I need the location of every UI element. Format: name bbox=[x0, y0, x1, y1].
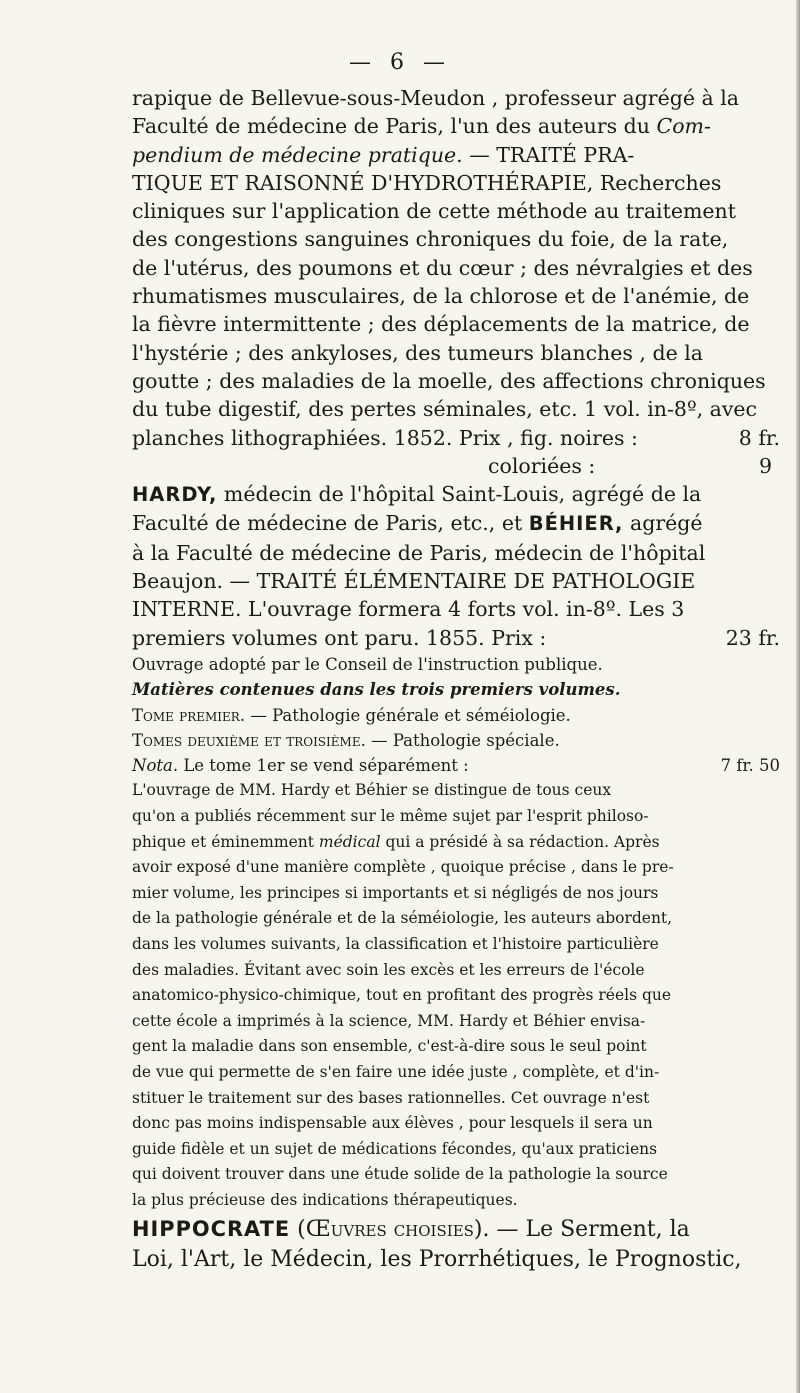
contents-heading: Matières contenues dans les trois premiers volumes. bbox=[132, 680, 621, 700]
author-hardy: HARDY, bbox=[132, 483, 218, 507]
compendium-title: pendium de médecine pratique. bbox=[132, 142, 463, 167]
entry2-line2: Faculté de médecine de Paris, etc., et BÉHIER, agrégé bbox=[132, 511, 703, 536]
entry1-line11: goutte ; des maladies de la moelle, des affections chroniques bbox=[132, 368, 766, 393]
entry1-line7: de l'utérus, des poumons et du cœur ; des névralgies et des bbox=[132, 255, 753, 280]
entry1-line10: l'hystérie ; des ankyloses, des tumeurs blanches , de la bbox=[132, 340, 703, 365]
entry1-line6: des congestions sanguines chroniques du foie, de la rate, bbox=[132, 227, 729, 252]
entry3-line2: Loi, l'Art, le Médecin, les Prorrhétiques, le Prognostic, bbox=[132, 1246, 742, 1272]
tome1-line: Tome premier. — Pathologie générale et séméiologie. bbox=[132, 705, 571, 725]
page-edge bbox=[796, 0, 800, 1393]
entry1-line12: du tube digestif, des pertes séminales, etc. 1 vol. in-8º, avec bbox=[132, 397, 758, 422]
entry1-line4: TIQUE ET RAISONNÉ D'HYDROTHÉRAPIE, Recherches bbox=[132, 170, 722, 195]
entry2-line3: à la Faculté de médecine de Paris, médecin de l'hôpital bbox=[132, 540, 706, 565]
tomes23-line: Tomes deuxième et troisième. — Pathologie spéciale. bbox=[132, 730, 560, 750]
author-behier: BÉHIER, bbox=[528, 512, 624, 536]
entry1-line5: cliniques sur l'application de cette méthode au traitement bbox=[132, 199, 736, 224]
entry1-line2: Faculté de médecine de Paris, l'un des auteurs du Com- bbox=[132, 114, 711, 139]
page-number: — 6 — bbox=[349, 50, 451, 75]
entry2-details bbox=[132, 652, 780, 778]
entry2-line5: INTERNE. L'ouvrage formera 4 forts vol. in-8º. Les 3 bbox=[132, 597, 685, 622]
catalogue-text bbox=[132, 84, 780, 1275]
entry-hardy-behier bbox=[132, 480, 780, 652]
author-hippocrate: HIPPOCRATE bbox=[132, 1216, 291, 1241]
price-tome1: 7 fr. 50 bbox=[720, 756, 780, 776]
entry1-line9: la fièvre intermittente ; des déplacements de la matrice, de bbox=[132, 312, 750, 337]
entry1-price-colour-line: coloriées : 9 bbox=[132, 452, 780, 480]
entry1-price-line: planches lithographiées. 1852. Prix , fig. noires : 8 fr. bbox=[132, 424, 780, 452]
entry2-line1: HARDY, médecin de l'hôpital Saint-Louis, agrégé de la bbox=[132, 482, 702, 507]
entry1-line8: rhumatismes musculaires, de la chlorose et de l'anémie, de bbox=[132, 284, 750, 309]
entry3-line1: HIPPOCRATE (Œuvres choisies). — Le Serment, la bbox=[132, 1216, 690, 1242]
entry2-line4: Beaujon. — TRAITÉ ÉLÉMENTAIRE DE PATHOLOGIE bbox=[132, 569, 696, 594]
entry1-line3: pendium de médecine pratique. — TRAITÉ PRA- bbox=[132, 142, 635, 167]
price-traite: 23 fr. bbox=[725, 625, 780, 650]
entry2-price-line: premiers volumes ont paru. 1855. Prix : 23 fr. bbox=[132, 624, 780, 652]
price-black: 8 fr. bbox=[738, 425, 780, 450]
entry2-description: L'ouvrage de MM. Hardy et Béhier se distingue de tous ceux qu'on a publiés récemment sur le même sujet par l'esprit philoso- phique et éminemment médical qui a présidé à sa rédaction. Après avoir exposé d'une manière complète , quoique précise , dans le pre- mier volume, les principes si importants et si négligés de nos jours de la pathologie générale et de la séméiologie, les auteurs abordent, dans les volumes suivants, la classification et l'histoire particulière des maladies. Évitant avec soin les excès et les erreurs de l'école anatomico-physico-chimique, tout en profitant des progrès réels que cette école a imprimés à la science, MM. Hardy et Béhier envisa- gent la maladie dans son ensemble, c'est-à-dire sous le seul point de vue qui permette de s'en faire une idée juste , complète, et d'in- stituer le traitement sur des bases rationnelles. Cet ouvrage n'est donc pas moins indispensable aux élèves , pour lesquels il sera un guide fidèle et un sujet de médications fécondes, qu'aux praticiens qui doivent trouver dans une étude solide de la pathologie la source la plus précieuse des indications thérapeutiques. bbox=[132, 781, 674, 1209]
price-colour: 9 bbox=[758, 453, 772, 478]
entry-hydrotherapie bbox=[132, 84, 780, 480]
entry-hippocrate bbox=[132, 1214, 780, 1275]
nota-line: Nota. Le tome 1er se vend séparément : 7 fr. 50 bbox=[132, 753, 780, 778]
adoption-note: Ouvrage adopté par le Conseil de l'instruction publique. bbox=[132, 654, 603, 674]
entry1-line1: rapique de Bellevue-sous-Meudon , professeur agrégé à la bbox=[132, 86, 740, 110]
